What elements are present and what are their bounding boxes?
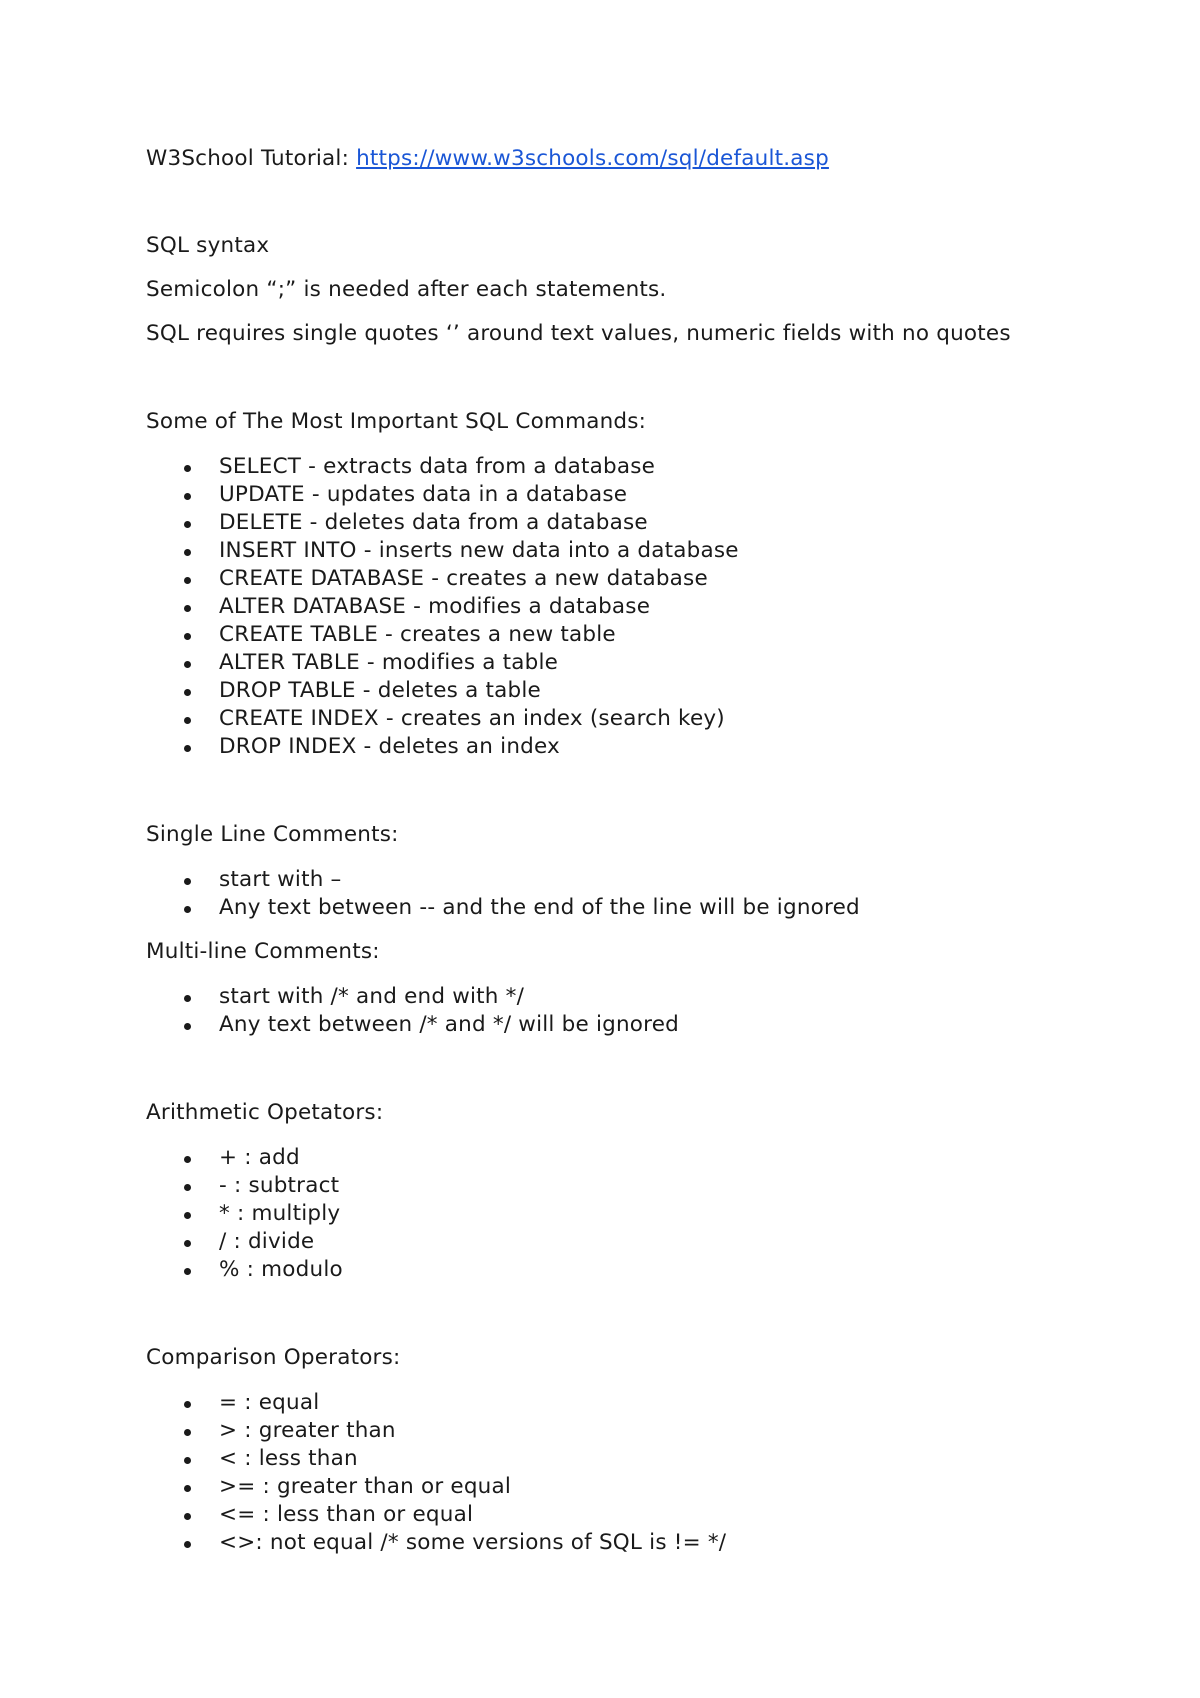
bullet-icon (184, 1457, 191, 1464)
arithmetic-title: Arithmetic Opetators: (146, 1100, 384, 1125)
bullet-icon (184, 689, 191, 696)
bullet-icon (184, 1156, 191, 1163)
bullet-icon (184, 633, 191, 640)
tutorial-line (146, 145, 829, 173)
bullet-icon (184, 1513, 191, 1520)
comparison-title: Comparison Operators: (146, 1345, 401, 1370)
bullet-icon (184, 661, 191, 668)
bullet-icon (184, 1485, 191, 1492)
bullet-icon (184, 605, 191, 612)
bullet-icon (184, 1184, 191, 1191)
single-line-comments-title: Single Line Comments: (146, 822, 399, 847)
bullet-icon (184, 465, 191, 472)
bullet-icon (184, 549, 191, 556)
syntax-title: SQL syntax (146, 233, 270, 258)
bullet-icon (184, 577, 191, 584)
bullet-icon (184, 717, 191, 724)
multi-line-comments-title: Multi-line Comments: (146, 939, 380, 964)
bullet-icon (184, 745, 191, 752)
syntax-line-semicolon: Semicolon “;” is needed after each statements. (146, 277, 667, 302)
tutorial-link[interactable]: https://www.w3schools.com/sql/default.asp (356, 146, 829, 171)
bullet-icon (184, 521, 191, 528)
commands-title: Some of The Most Important SQL Commands: (146, 409, 647, 434)
bullet-icon (184, 906, 191, 913)
bullet-icon (184, 1268, 191, 1275)
bullet-icon (184, 1429, 191, 1436)
bullet-icon (184, 1541, 191, 1548)
bullet-icon (184, 995, 191, 1002)
syntax-line-quotes: SQL requires single quotes ‘’ around text values, numeric fields with no quotes (146, 321, 1011, 346)
bullet-icon (184, 1023, 191, 1030)
bullet-icon (184, 1240, 191, 1247)
bullet-icon (184, 1401, 191, 1408)
bullet-icon (184, 493, 191, 500)
tutorial-label: W3School Tutorial: (146, 146, 357, 171)
bullet-icon (184, 878, 191, 885)
document-page: W3School Tutorial: https://www.w3schools.com/sql/default.asp SQL syntax Semicolon “;” is needed after each statements. SQL requires single quotes ‘’ around text values, numeric fields with no quotes Some of The Most Important SQL Commands: SELECT - extracts data from a database UPDATE - updates data in a database DELETE - deletes data from a database INSERT INTO - inserts new data into a database CREATE DATABASE - creates a new database ALTER DATABASE - modifies a database CREATE TABLE - creates a new table ALTER TABLE - modifies a table DROP TABLE - deletes a table CREATE INDEX - creates an index (search key) DROP INDEX - deletes an index Single Line Comments: start with – Any text between -- and the end of the line will be ignored Multi-line Comments: start with /* and end with */ Any text between /* and */ will be ignored Arithmetic Opetators: + : add - : subtract * : multiply / : divide % : modulo Comparison Operators: = : equal > : greater than < : less than >= : greater than or equal <= : less than or equal <>: not equal /* some versions of SQL is != */ (146, 146, 1011, 1555)
bullet-icon (184, 1212, 191, 1219)
